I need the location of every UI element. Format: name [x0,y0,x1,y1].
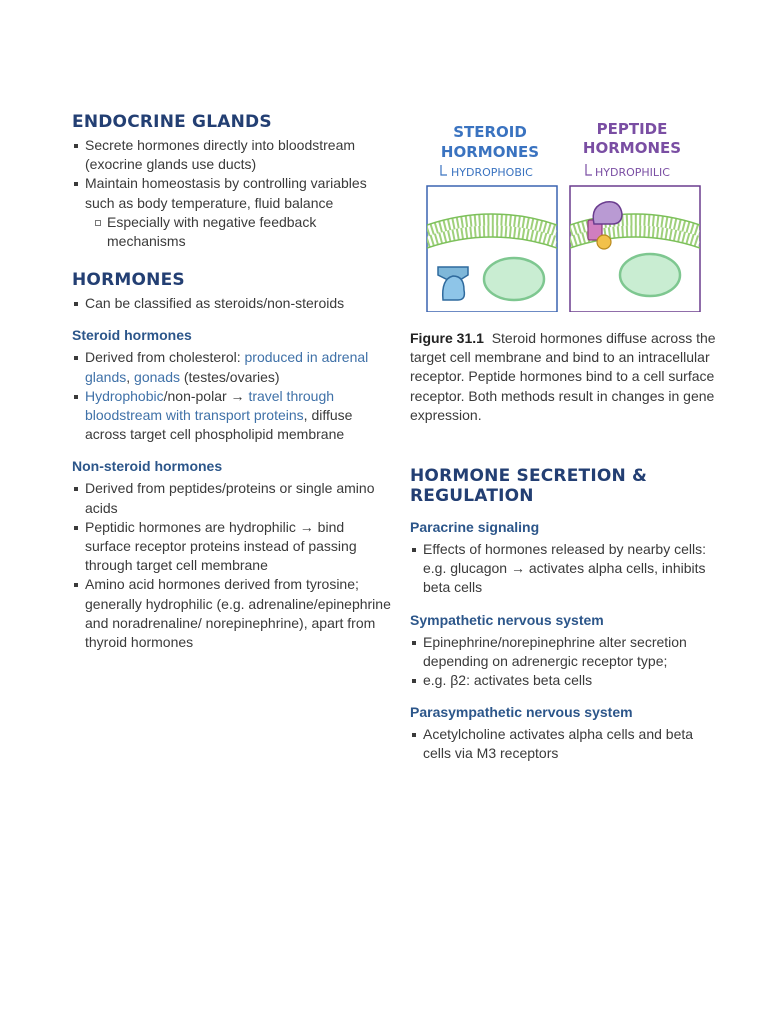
list-item: Secrete hormones directly into bloodstream (exocrine glands use ducts) [72,136,392,174]
bracket-icon [441,165,447,175]
peptide-title-1: PEPTIDE [596,120,668,138]
steroid-hormones-heading: Steroid hormones [72,327,192,344]
endocrine-glands-heading: ENDOCRINE GLANDS [72,112,272,132]
list-item: Effects of hormones released by nearby cells: e.g. glucagon → activates alpha cells, inhibits beta cells [410,540,720,598]
caption-text: Steroid hormones diffuse across the target cell membrane and bind to an intracellular receptor. Peptide hormones bind to a cell surface receptor. Both methods result in changes in gene expression. [410,330,716,423]
hormones-heading: HORMONES [72,270,185,291]
hormone-diagram [410,112,720,312]
steroid-hormone-icon [443,276,465,300]
list-item: Can be classified as steroids/non-steroids [72,294,392,313]
right-column [410,112,720,764]
sympathetic-heading: Sympathetic nervous system [410,611,604,628]
highlight-text: Hydrophobic [85,387,164,404]
list-item: Derived from peptides/proteins or single amino acids [72,479,392,517]
steroid-title-1: STEROID [453,123,527,141]
hormones-list [72,294,392,313]
steroid-title-2: HORMONES [440,143,540,161]
highlight-text: produced in adrenal glands [85,349,369,385]
peptide-title-2: HORMONES [582,139,682,157]
text-span: (testes/ovaries) [179,368,280,385]
steroid-list [72,348,392,444]
steroid-subtitle: HYDROPHOBIC [451,166,533,179]
list-item: e.g. β2: activates beta cells [410,671,720,690]
peptide-subtitle: HYDROPHILIC [595,166,670,179]
list-item: Amino acid hormones derived from tyrosine; generally hydrophilic (e.g. adrenaline/epinephrine and noradrenaline/ norepinephrine), apart from thyroid hormones [72,575,392,652]
list-item: Maintain homeostasis by controlling variables such as body temperature, fluid balance [72,174,392,212]
text-span: , diffuse across target cell phospholipid membrane [85,407,353,443]
parasympathetic-heading: Parasympathetic nervous system [410,704,633,721]
heading-line: HORMONE SECRETION & [410,466,648,487]
list-item: Acetylcholine activates alpha cells and beta cells via M3 receptors [410,725,720,763]
highlight-text: gonads [134,368,180,385]
paracrine-list [410,540,720,598]
bracket-icon [586,164,592,175]
hormone-figure [410,112,720,312]
nonsteroid-list [72,479,392,652]
nonsteroid-hormones-heading: Non-steroid hormones [72,458,223,475]
parasympathetic-list [410,725,720,763]
list-item [72,387,392,445]
endocrine-list [72,136,392,251]
text-span: Derived from cholesterol: [85,349,245,366]
figure-caption [410,329,720,425]
signal-molecule-icon [597,235,611,249]
list-item [72,348,392,386]
sub-list-item: Especially with negative feedback mechanisms [72,213,392,251]
nucleus-icon [620,254,680,296]
list-item: Epinephrine/norepinephrine alter secretion depending on adrenergic receptor type; [410,633,720,671]
paracrine-heading: Paracrine signaling [410,519,540,536]
highlight-text: travel through bloodstream with transport proteins [85,387,335,424]
list-item: Peptidic hormones are hydrophilic → bind surface receptor proteins instead of passing through target cell membrane [72,518,392,576]
text-span: , [126,368,135,385]
heading-line: REGULATION [410,486,534,507]
nucleus-icon [484,258,544,300]
sympathetic-list [410,633,720,691]
figure-label: Figure 31.1 [410,330,484,346]
left-column [72,112,392,652]
text-span: /non-polar → [163,387,249,404]
secretion-heading [410,466,720,506]
